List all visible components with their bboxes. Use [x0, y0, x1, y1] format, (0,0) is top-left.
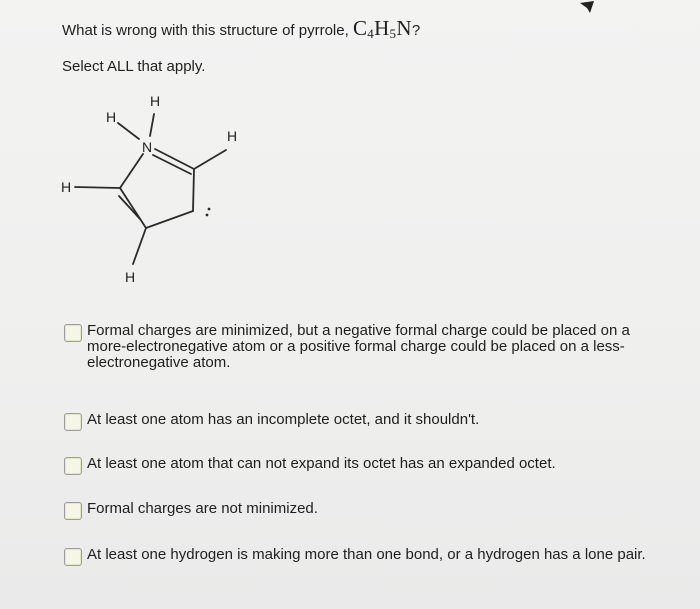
atom-n: N	[142, 139, 153, 155]
checkbox-icon[interactable]	[64, 324, 82, 342]
answer-option-5[interactable]	[64, 547, 657, 566]
lone-pair-dot	[208, 208, 211, 211]
answer-option-4[interactable]	[64, 501, 657, 520]
question-suffix: ?	[411, 22, 421, 39]
answer-option-label: Formal charges are minimized, but a negative formal charge could be placed on a more-electronegative atom or a positive formal charge could be placed on a less-electronegative atom.	[87, 322, 630, 371]
bond-h-n-left	[118, 123, 139, 139]
checkbox-icon[interactable]	[64, 413, 82, 431]
bond-c3-c4	[146, 211, 193, 228]
bond-h-n-top	[150, 114, 154, 136]
bond-c4-c5-second	[119, 196, 140, 219]
answer-option-label: Formal charges are not minimized.	[87, 500, 318, 517]
checkbox-icon[interactable]	[64, 502, 82, 520]
atom-h-top-left: H	[106, 109, 117, 125]
checkbox-icon[interactable]	[64, 457, 82, 475]
bond-c4-h	[133, 228, 146, 264]
atom-h-right: H	[227, 128, 238, 144]
answer-option-2[interactable]	[64, 412, 657, 431]
atom-h-bottom: H	[125, 269, 136, 285]
bond-c2-h	[194, 150, 226, 169]
atom-h-left: H	[61, 179, 72, 195]
molecular-formula: $C_4H_5N$	[352, 16, 412, 41]
bond-c4-c5	[120, 188, 146, 228]
answer-option-label: At least one hydrogen is making more than one bond, or a hydrogen has a lone pair.	[87, 546, 646, 563]
bond-c5-h	[75, 187, 120, 188]
checkbox-icon[interactable]	[64, 548, 82, 566]
bond-c2-c3	[193, 169, 194, 211]
instruction-text: Select ALL that apply.	[62, 58, 206, 75]
pyrrole-structure-diagram	[50, 86, 260, 291]
answer-option-3[interactable]	[64, 456, 657, 475]
atom-h-top: H	[150, 93, 161, 109]
mouse-pointer-icon	[579, 0, 595, 14]
answer-option-label: At least one atom has an incomplete octet, and it shouldn't.	[87, 411, 480, 428]
bond-c5-n	[120, 154, 143, 188]
lone-pair-dot	[206, 214, 209, 217]
question-prefix: What is wrong with this structure of pyrrole,	[62, 22, 353, 39]
question-text	[62, 14, 420, 48]
answer-option-label: At least one atom that can not expand its octet has an expanded octet.	[87, 455, 556, 472]
answer-option-1[interactable]	[64, 323, 657, 371]
